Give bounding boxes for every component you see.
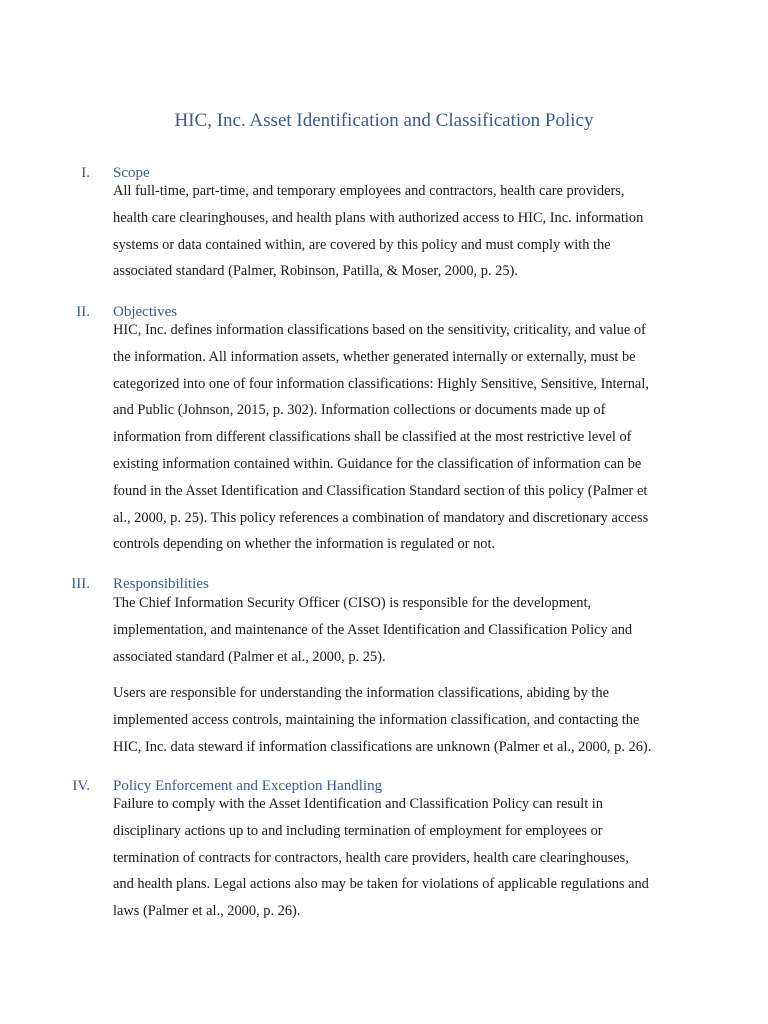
paragraph-line: Users are responsible for understanding the information classifications, abiding by the	[113, 685, 609, 701]
paragraph-line: existing information contained within. Guidance for the classification of information can be	[113, 455, 642, 472]
paragraph-line: termination of contracts for contractors, health care providers, health care clearinghouses,	[113, 849, 629, 866]
section-paragraph	[113, 791, 688, 925]
paragraph-line: HIC, Inc. data steward if information classifications are unknown (Palmer et al., 2000, p. 26).	[113, 738, 652, 755]
paragraph-line: associated standard (Palmer et al., 2000, p. 25).	[113, 648, 386, 665]
paragraph-line: al., 2000, p. 25). This policy references a combination of mandatory and discretionary access	[113, 509, 649, 526]
section-paragraph	[113, 317, 688, 558]
section-numeral: III.	[71, 576, 90, 592]
paragraph-line: found in the Asset Identification and Classification Standard section of this policy (Palmer et	[113, 482, 648, 499]
paragraph-line: systems or data contained within, are covered by this policy and must comply with the	[113, 236, 611, 253]
paragraph-line: All full-time, part-time, and temporary employees and contractors, health care providers,	[113, 183, 625, 199]
paragraph-line: implemented access controls, maintaining the information classification, and contacting the	[113, 711, 640, 728]
section-paragraph	[113, 178, 688, 285]
paragraph-line: categorized into one of four information classifications: Highly Sensitive, Sensitive, Internal,	[113, 375, 649, 392]
section-numeral: II.	[76, 304, 90, 320]
paragraph-line: implementation, and maintenance of the Asset Identification and Classification Policy and	[113, 621, 633, 638]
paragraph-line: controls depending on whether the information is regulated or not.	[113, 536, 496, 553]
paragraph-line: laws (Palmer et al., 2000, p. 26).	[113, 903, 301, 920]
section-heading: Responsibilities	[113, 576, 209, 592]
section-heading: Scope	[113, 165, 150, 181]
section-paragraph	[113, 680, 688, 760]
paragraph-line: information from different classifications shall be classified at the most restrictive level of	[113, 429, 632, 446]
section-heading: Policy Enforcement and Exception Handling	[113, 778, 383, 794]
paragraph-line: The Chief Information Security Officer (CISO) is responsible for the development,	[113, 595, 592, 611]
document-title: HIC, Inc. Asset Identification and Classification Policy	[174, 110, 594, 131]
paragraph-line: associated standard (Palmer, Robinson, Patilla, & Moser, 2000, p. 25).	[113, 263, 518, 280]
paragraph-line: disciplinary actions up to and including termination of employment for employees or	[113, 822, 603, 839]
paragraph-line: the information. All information assets, whether generated internally or externally, must be	[113, 348, 636, 365]
section-numeral: IV.	[72, 778, 90, 794]
paragraph-line: and health plans. Legal actions also may be taken for violations of applicable regulations and	[113, 876, 649, 893]
paragraph-line: HIC, Inc. defines information classifications based on the sensitivity, criticality, and value of	[113, 322, 646, 338]
section-heading: Objectives	[113, 304, 178, 320]
section-numeral: I.	[81, 165, 90, 181]
paragraph-line: health care clearinghouses, and health plans with authorized access to HIC, Inc. information	[113, 209, 644, 226]
section-paragraph	[113, 590, 688, 670]
paragraph-line: Failure to comply with the Asset Identification and Classification Policy can result in	[113, 796, 603, 812]
paragraph-line: and Public (Johnson, 2015, p. 302). Information collections or documents made up of	[113, 402, 606, 419]
